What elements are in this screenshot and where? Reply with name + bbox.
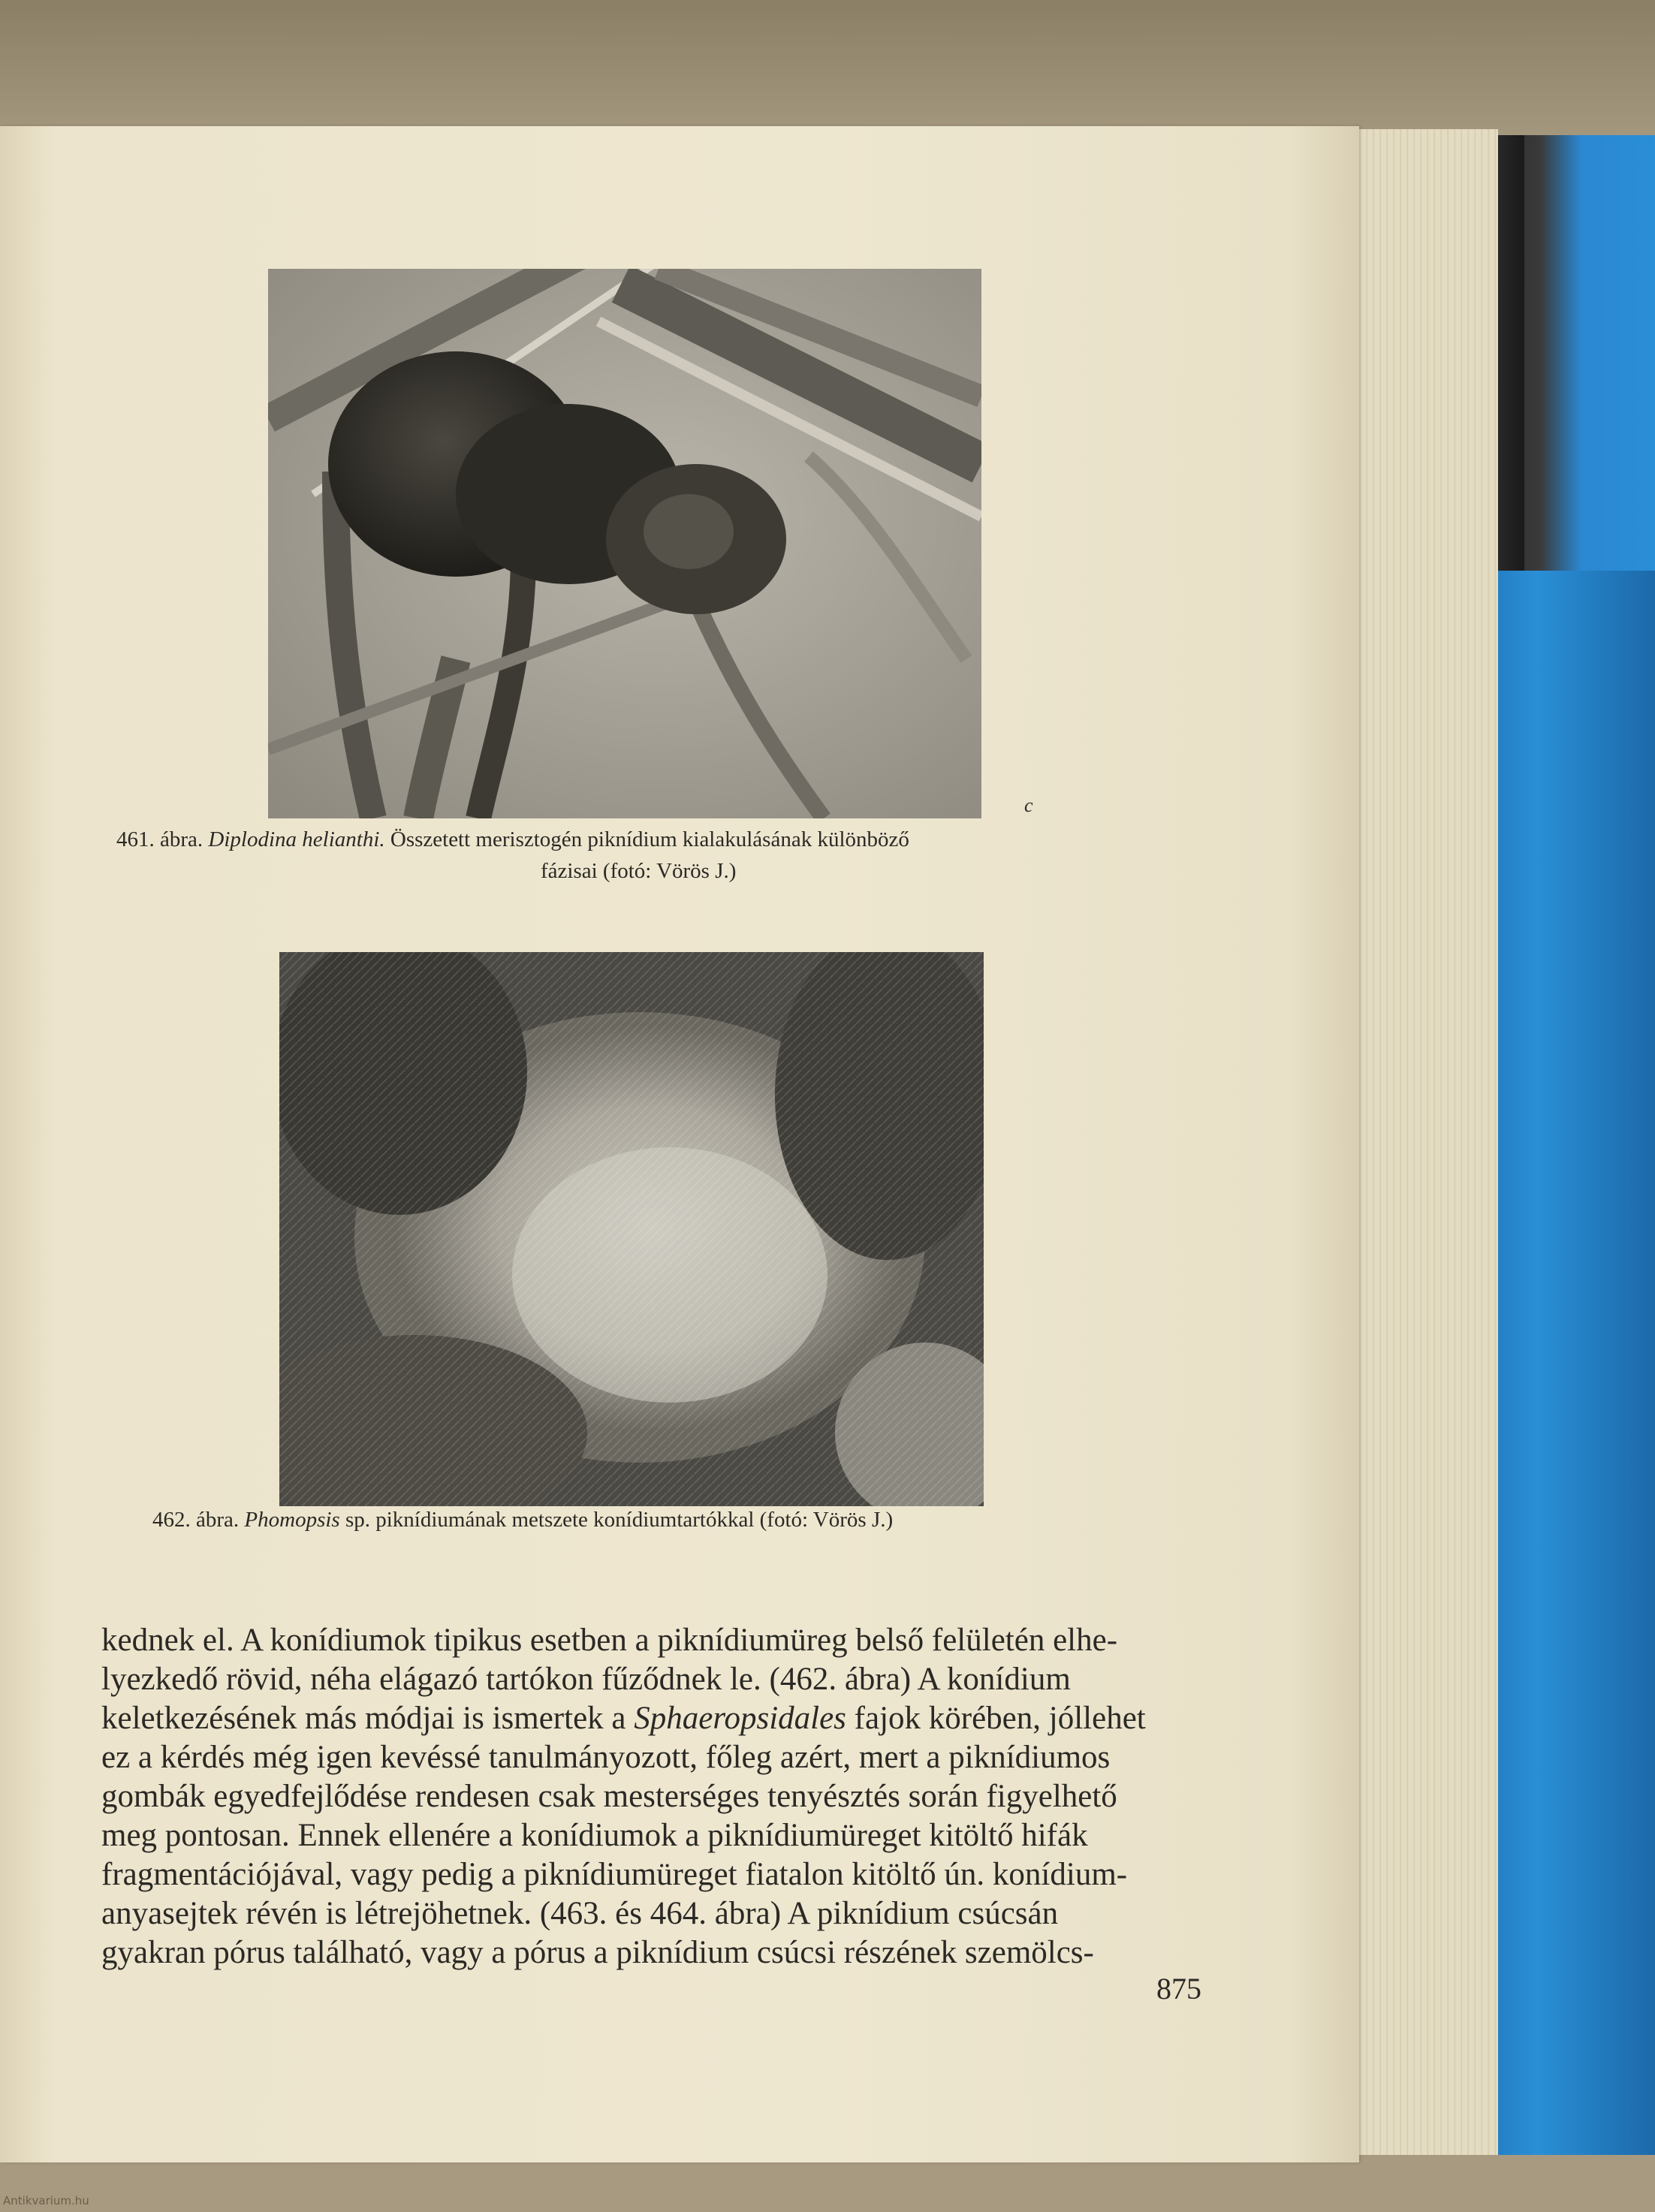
figure-461-caption-text: Összetett merisztogén piknídium kialakulásának különböző <box>390 827 909 851</box>
body-line: anyasejtek révén is létrejöhetnek. (463. és 464. ábra) A piknídium csúcsán <box>101 1896 1059 1931</box>
watermark: Antikvarium.hu <box>3 2194 89 2207</box>
body-line: kednek el. A konídiumok tipikus esetben a piknídiumüreg belső felületén elhe- <box>101 1623 1118 1658</box>
figure-462-caption-text: sp. piknídiumának metszete konídiumtartókkal (fotó: Vörös J.) <box>345 1508 894 1532</box>
body-line: gyakran pórus található, vagy a pórus a piknídium csúcsi részének szemölcs- <box>101 1935 1094 1970</box>
background-bottom <box>0 2155 1655 2212</box>
body-line: meg pontosan. Ennek ellenére a konídiumok a piknídiumüreget kitöltő hifák <box>101 1818 1088 1853</box>
body-line: ez a kérdés még igen kevéssé tanulmányozott, főleg azért, mert a piknídiumos <box>101 1740 1111 1775</box>
background-top <box>0 0 1655 135</box>
body-text: keletkezésének más módjai is ismertek a <box>101 1701 635 1736</box>
figure-461-number: 461. ábra. <box>116 827 203 851</box>
figure-461-caption-line2: fázisai (fotó: Vörös J.) <box>541 859 737 883</box>
figure-461-species: Diplodina helianthi. <box>208 827 385 851</box>
figure-461-photo <box>268 269 981 818</box>
figure-462-species: Phomopsis <box>244 1508 340 1532</box>
body-line: fragmentációjával, vagy pedig a piknídiumüreget fiatalon kitöltő ún. konídium- <box>101 1857 1128 1892</box>
body-text-italic: Sphaeropsidales <box>634 1701 846 1736</box>
page-block-edges <box>1348 129 1498 2164</box>
page-number: 875 <box>1156 1972 1201 2006</box>
figure-461-label-c: c <box>1024 794 1033 816</box>
figure-461-caption <box>116 827 909 852</box>
figure-462-caption <box>152 1508 893 1532</box>
figure-462-number: 462. ábra. <box>152 1508 240 1532</box>
figure-462-photo <box>279 952 984 1506</box>
body-line: lyezkedő rövid, néha elágazó tartókon fűződnek le. (462. ábra) A konídium <box>101 1662 1071 1697</box>
body-line: gombák egyedfejlődése rendesen csak mesterséges tenyésztés során figyelhető <box>101 1779 1117 1814</box>
body-line <box>101 1700 1209 1737</box>
body-text: fajok körében, jóllehet <box>846 1701 1146 1736</box>
